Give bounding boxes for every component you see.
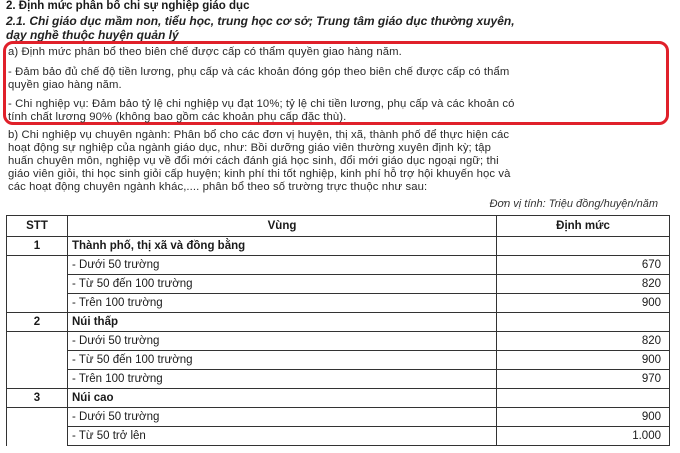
- table-row: [7, 332, 670, 351]
- boxed-line-1: a) Định mức phân bổ theo biên chế được cấp có thẩm quyền giao hàng năm.: [8, 46, 402, 58]
- para-b-line-3: huấn chuyên môn, nghiệp vụ về đổi mới cách đánh giá học sinh, đổi mới giáo dục ngoại ngữ; thi: [8, 155, 499, 167]
- row-label: - Dưới 50 trường: [68, 256, 497, 275]
- row-value: 820: [497, 332, 670, 351]
- boxed-line-3: quyền giao hàng năm.: [8, 79, 122, 91]
- subsection-heading-line-1: 2.1. Chi giáo dục mầm non, tiểu học, trung học cơ sở; Trung tâm giáo dục thường xuyên,: [6, 14, 515, 28]
- row-label: - Trên 100 trường: [68, 294, 497, 313]
- table-row: [7, 427, 670, 446]
- table-row: [7, 408, 670, 427]
- row-label: - Từ 50 đến 100 trường: [68, 351, 497, 370]
- row-label: - Dưới 50 trường: [68, 408, 497, 427]
- header-vung: Vùng: [68, 216, 497, 237]
- para-b-line-2: hoạt động sự nghiệp của ngành giáo dục, như: Bồi dưỡng giáo viên thường xuyên định kỳ; tập: [8, 142, 492, 154]
- allocation-table: [6, 215, 670, 446]
- table-group-row: [7, 313, 670, 332]
- para-b-line-1: b) Chi nghiệp vụ chuyên ngành: Phân bổ cho các đơn vị huyện, thị xã, thành phố để thực hiện các: [8, 129, 510, 141]
- boxed-line-2: - Đảm bảo đủ chế độ tiền lương, phụ cấp và các khoản đóng góp theo biên chế được cấp có thẩm: [8, 66, 510, 78]
- group-name: Thành phố, thị xã và đồng bằng: [68, 237, 497, 256]
- row-label: - Trên 100 trường: [68, 370, 497, 389]
- table-row: [7, 294, 670, 313]
- header-stt: STT: [7, 216, 68, 237]
- table-row: [7, 275, 670, 294]
- para-b-line-5: các hoạt động chuyên ngành khác,.... phân bổ theo số trường trực thuộc như sau:: [8, 181, 428, 193]
- table-group-row: [7, 237, 670, 256]
- group-stt: 3: [7, 389, 68, 408]
- section-heading: 2. Định mức phân bổ chi sự nghiệp giáo dục: [6, 0, 250, 12]
- header-dinh-muc: Định mức: [497, 216, 670, 237]
- group-name: Núi thấp: [68, 313, 497, 332]
- subsection-heading-line-2: dạy nghề thuộc huyện quản lý: [6, 28, 179, 42]
- row-value: 820: [497, 275, 670, 294]
- group-name: Núi cao: [68, 389, 497, 408]
- row-value: 670: [497, 256, 670, 275]
- group-stt: 1: [7, 237, 68, 256]
- group-stt: 2: [7, 313, 68, 332]
- row-value: 900: [497, 294, 670, 313]
- row-value: 900: [497, 351, 670, 370]
- table-group-row: [7, 389, 670, 408]
- row-value: 1.000: [497, 427, 670, 446]
- row-label: - Từ 50 đến 100 trường: [68, 275, 497, 294]
- para-b-line-4: giáo viên giỏi, thi học sinh giỏi cấp huyện; kinh phí thi tốt nghiệp, kinh phí hỗ trợ hội khuyến học và: [8, 168, 511, 180]
- table-row: [7, 370, 670, 389]
- table-row: [7, 256, 670, 275]
- row-label: - Từ 50 trở lên: [68, 427, 497, 446]
- table-header-row: [7, 216, 670, 237]
- row-value: 970: [497, 370, 670, 389]
- row-value: 900: [497, 408, 670, 427]
- table-row: [7, 351, 670, 370]
- unit-note: Đơn vị tính: Triệu đồng/huyện/năm: [489, 198, 658, 210]
- boxed-line-5: tính chất lương 90% (không bao gồm các khoản phụ cấp đặc thù).: [8, 111, 347, 123]
- boxed-line-4: - Chi nghiệp vụ: Đảm bảo tỷ lệ chi nghiệp vụ đạt 10%; tỷ lệ chi tiền lương, phụ cấp và các khoản có: [8, 98, 515, 110]
- row-label: - Dưới 50 trường: [68, 332, 497, 351]
